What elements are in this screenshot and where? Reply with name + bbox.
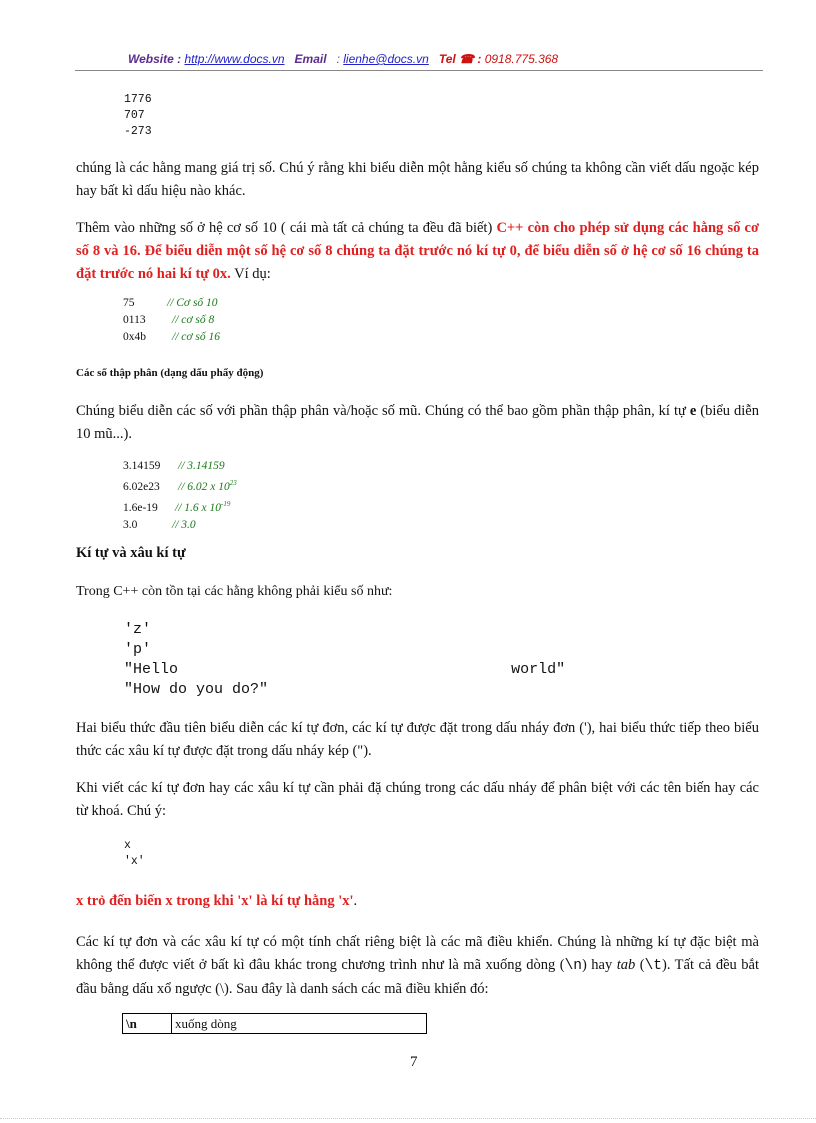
- red-note: [76, 890, 759, 913]
- example-comment: // cơ số 16: [172, 331, 220, 343]
- paragraph-escapes: [76, 931, 759, 1001]
- example-line: [123, 312, 220, 329]
- paragraph-bases: [76, 217, 759, 286]
- example-code: 75: [123, 297, 135, 309]
- email-separator: :: [336, 52, 340, 66]
- code-line: "How do you do?": [124, 681, 269, 698]
- page-header: [128, 52, 558, 66]
- example-comment: // 6.02 x 10: [178, 480, 230, 493]
- exponent: -19: [221, 499, 231, 508]
- tel-label: Tel ☎ :: [438, 52, 482, 66]
- char-examples: [124, 620, 565, 700]
- table-row: [123, 1014, 427, 1034]
- escape-desc-cell: xuống dòng: [172, 1014, 427, 1034]
- code-line: 1776: [124, 93, 152, 106]
- bold-letter: e: [689, 403, 697, 419]
- email-label: Email: [294, 52, 327, 66]
- example-comment: // cơ số 8: [172, 314, 215, 326]
- example-comment: // 3.14159: [178, 460, 225, 472]
- page-bottom-divider: [0, 1118, 816, 1119]
- text-span: ). Tất cả đều bắt đầu bằng dấu xổ ngược (\). Sau đây là danh sách các mã điều khiển đó:: [76, 957, 759, 997]
- example-comment: // 3.0: [172, 518, 196, 531]
- text-span: .: [353, 893, 358, 909]
- text-span: (biểu diễn 10 mũ...).: [76, 403, 759, 442]
- section-heading-floats: Các số thập phân (dạng dấu phẩy động): [76, 367, 264, 379]
- example-code: 3.14159: [123, 460, 161, 472]
- text-span: ) hay: [581, 957, 617, 973]
- example-code: 0x4b: [123, 331, 146, 343]
- code-line: 707: [124, 109, 145, 122]
- example-line: [123, 295, 220, 312]
- example-code: 0113: [123, 314, 146, 326]
- exponent: 23: [229, 479, 237, 487]
- x-examples: [124, 838, 145, 870]
- example-code: 6.02e23: [123, 480, 160, 493]
- example-line: [123, 496, 237, 517]
- code-line: "Hello world": [124, 661, 566, 678]
- email-link[interactable]: lienhe@docs.vn: [343, 52, 429, 66]
- example-code: 3.0: [123, 518, 138, 531]
- code-line: x: [124, 839, 131, 852]
- paragraph-numeric-constants: chúng là các hằng mang giá trị số. Chú ý rằng khi biểu diễn một hằng kiểu số chúng ta không cần viết dấu ngoặc kép hay bất kì dấu hiệu nào khác.: [76, 160, 759, 199]
- code-line: 'x': [124, 855, 145, 868]
- header-divider: [75, 70, 763, 71]
- paragraph-quotes: Hai biểu thức đầu tiên biểu diễn các kí tự đơn, các kí tự được đặt trong dấu nháy đơn ('), hai biểu thức tiếp theo biểu thức các xâu kí tự được đặt trong dấu nháy kép (").: [76, 720, 759, 759]
- example-comment: // 1.6 x 10: [175, 501, 221, 514]
- section-heading-chars: Kí tự và xâu kí tự: [76, 545, 186, 561]
- example-code: 1.6e-19: [123, 501, 158, 514]
- example-line: [123, 475, 237, 496]
- website-label: Website :: [128, 52, 182, 66]
- page-number: 7: [410, 1054, 418, 1070]
- example-line: [123, 517, 237, 534]
- example-comment: // Cơ số 10: [167, 297, 218, 309]
- text-span: Thêm vào những số ở hệ cơ số 10 ( cái mà tất cả chúng ta đều đã biết): [76, 220, 497, 236]
- code-line: -273: [124, 125, 152, 138]
- escape-table: [122, 1013, 427, 1034]
- text-span: Các kí tự đơn và các xâu kí tự có một tính chất riêng biệt là các mã điều khiển. Chúng là những kí tự đặc biệt mà không thể được viết ở bất kì đâu khác trong chương trình như là mã xuống dòng (: [76, 934, 759, 973]
- highlighted-text: C++ còn cho phép sử dụng các hằng số cơ số 8 và 16. Để biểu diễn một số hệ cơ số 8 chúng ta đặt trước nó kí tự 0, để biểu diễn số ở hệ cơ số 16 chúng ta đặt trước nó hai kí tự 0x.: [76, 220, 759, 282]
- text-span: (: [635, 957, 645, 973]
- text-span: Chúng biểu diễn các số với phần thập phân và/hoặc số mũ. Chúng có thể bao gồm phần thập phân, kí tự: [76, 403, 690, 419]
- text-span: Ví dụ:: [230, 266, 271, 282]
- paragraph-floats: [76, 400, 759, 446]
- paragraph-nonnumeric: Trong C++ còn tồn tại các hằng không phải kiểu số như:: [76, 584, 393, 599]
- escape-code: \n: [564, 958, 582, 974]
- escape-code-cell: \n: [123, 1014, 172, 1034]
- website-link[interactable]: http://www.docs.vn: [184, 52, 285, 66]
- paragraph-quote-note: Khi viết các kí tự đơn hay các xâu kí tự cần phải đặ chúng trong các dấu nháy để phân biệt với các tên biến hay các từ khoá. Chú ý:: [76, 780, 759, 819]
- code-line: 'z': [124, 621, 152, 638]
- escape-code: \t: [644, 958, 662, 974]
- float-examples: [123, 458, 237, 534]
- italic-term: tab: [616, 957, 636, 973]
- base-examples: [123, 295, 220, 346]
- example-line: [123, 329, 220, 346]
- phone-number: 0918.775.368: [484, 52, 559, 66]
- numbers-block: [124, 92, 152, 140]
- example-line: [123, 458, 237, 475]
- code-line: 'p': [124, 641, 152, 658]
- highlighted-text: x trỏ đến biến x trong khi 'x' là kí tự hằng 'x': [76, 893, 354, 909]
